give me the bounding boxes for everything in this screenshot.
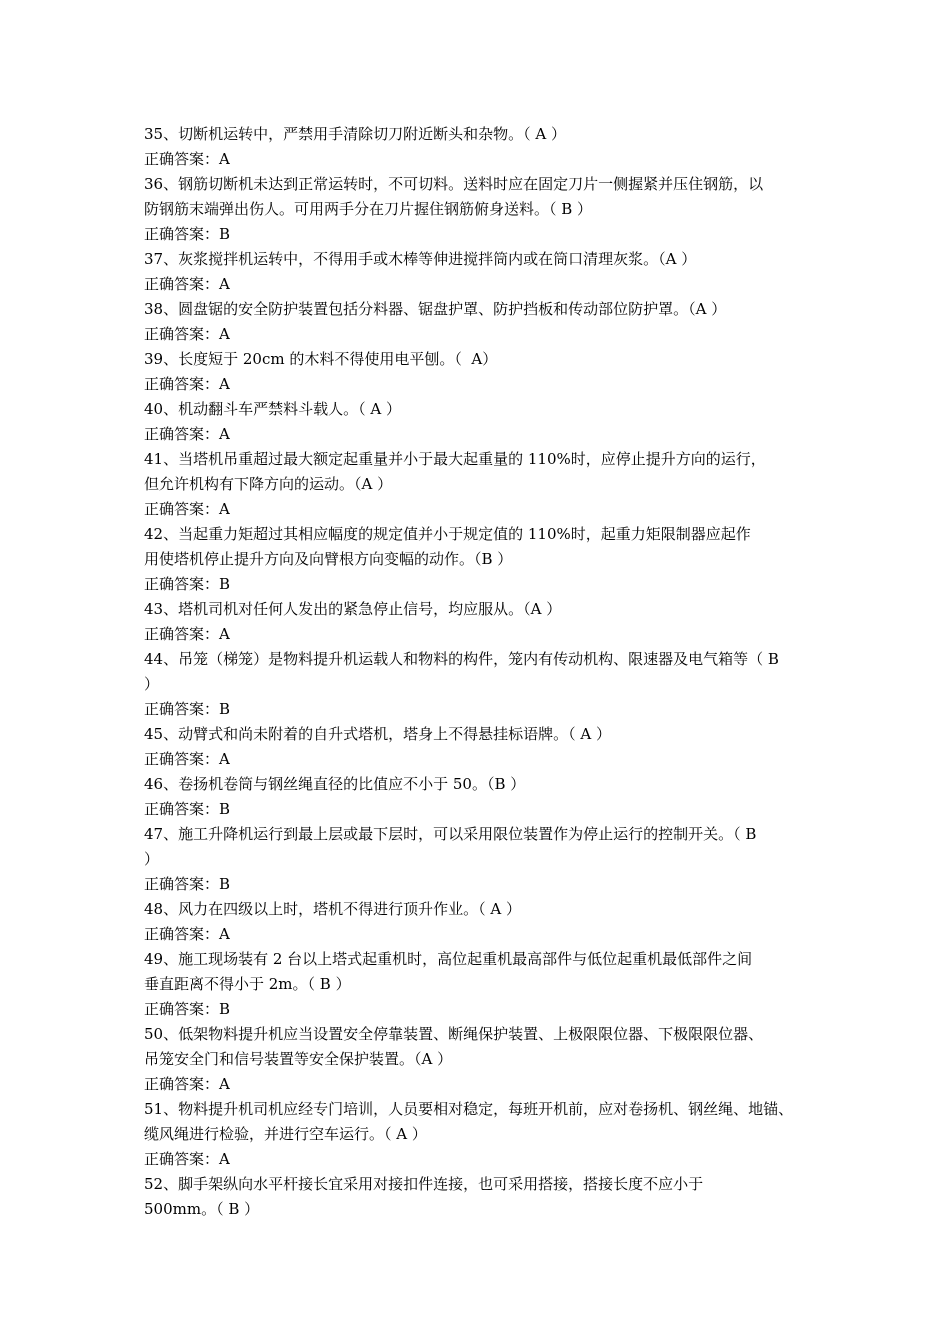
text-line: 用使塔机停止提升方向及向臂根方向变幅的动作。（B ） xyxy=(144,550,513,568)
text-line: 38、圆盘锯的安全防护装置包括分料器、锯盘护罩、防护挡板和传动部位防护罩。（A ） xyxy=(144,300,727,318)
answer-line: 正确答案：A xyxy=(144,625,230,643)
document-body xyxy=(144,122,816,1222)
text-line: 39、长度短于 20cm 的木料不得使用电平刨。（ A） xyxy=(144,350,498,368)
answer-line: 正确答案：A xyxy=(144,925,230,943)
text-line: 42、当起重力矩超过其相应幅度的规定值并小于规定值的 110%时，起重力矩限制器应起作 xyxy=(144,525,751,543)
text-line: 44、吊笼（梯笼）是物料提升机运载人和物料的构件，笼内有传动机构、限速器及电气箱等（ B xyxy=(144,650,779,668)
text-line: 500mm。（ B ） xyxy=(144,1200,260,1218)
answer-line: 正确答案：B xyxy=(144,700,231,718)
answer-line: 正确答案：B xyxy=(144,800,231,818)
answer-line: 正确答案：B xyxy=(144,875,231,893)
answer-line: 正确答案：A xyxy=(144,375,230,393)
answer-line: 正确答案：A xyxy=(144,325,230,343)
text-line: 37、灰浆搅拌机运转中，不得用手或木棒等伸进搅拌筒内或在筒口清理灰浆。（A ） xyxy=(144,250,697,268)
text-line: 50、低架物料提升机应当设置安全停靠装置、断绳保护装置、上极限限位器、下极限限位器、 xyxy=(144,1025,764,1043)
text-line: 46、卷扬机卷筒与钢丝绳直径的比值应不小于 50。（B ） xyxy=(144,775,526,793)
text-line: 35、切断机运转中，严禁用手清除切刀附近断头和杂物。（ A ） xyxy=(144,125,566,143)
answer-line: 正确答案：A xyxy=(144,500,230,518)
text-line: 缆风绳进行检验，并进行空车运行。（ A ） xyxy=(144,1125,427,1143)
answer-line: 正确答案：A xyxy=(144,750,230,768)
text-line: 36、钢筋切断机未达到正常运转时，不可切料。送料时应在固定刀片一侧握紧并压住钢筋，以 xyxy=(144,175,764,193)
text-line: 垂直距离不得小于 2m。（ B ） xyxy=(144,975,351,993)
answer-line: 正确答案：A xyxy=(144,150,230,168)
text-line: ） xyxy=(144,675,160,693)
text-line: 45、动臂式和尚未附着的自升式塔机，塔身上不得悬挂标语牌。（ A ） xyxy=(144,725,611,743)
text-line: ） xyxy=(144,850,160,868)
text-line: 47、施工升降机运行到最上层或最下层时，可以采用限位装置作为停止运行的控制开关。（ B xyxy=(144,825,757,843)
text-line: 51、物料提升机司机应经专门培训，人员要相对稳定，每班开机前，应对卷扬机、钢丝绳、地锚、 xyxy=(144,1100,794,1118)
text-line: 防钢筋末端弹出伤人。可用两手分在刀片握住钢筋俯身送料。（ B ） xyxy=(144,200,593,218)
text-line: 40、机动翻斗车严禁料斗载人。（ A ） xyxy=(144,400,401,418)
answer-line: 正确答案：A xyxy=(144,1150,230,1168)
text-line: 43、塔机司机对任何人发出的紧急停止信号，均应服从。（A ） xyxy=(144,600,562,618)
text-line: 49、施工现场装有 2 台以上塔式起重机时，高位起重机最高部件与低位起重机最低部件之间 xyxy=(144,950,753,968)
answer-line: 正确答案：A xyxy=(144,275,230,293)
text-line: 41、当塔机吊重超过最大额定起重量并小于最大起重量的 110%时，应停止提升方向的运行， xyxy=(144,450,766,468)
answer-line: 正确答案：B xyxy=(144,1000,231,1018)
answer-line: 正确答案：A xyxy=(144,1075,230,1093)
text-line: 48、风力在四级以上时，塔机不得进行顶升作业。（ A ） xyxy=(144,900,521,918)
answer-line: 正确答案：A xyxy=(144,425,230,443)
text-line: 但允许机构有下降方向的运动。（A ） xyxy=(144,475,393,493)
text-line: 52、脚手架纵向水平杆接长宜采用对接扣件连接，也可采用搭接，搭接长度不应小于 xyxy=(144,1175,704,1193)
answer-line: 正确答案：B xyxy=(144,225,231,243)
answer-line: 正确答案：B xyxy=(144,575,231,593)
text-line: 吊笼安全门和信号装置等安全保护装置。（A ） xyxy=(144,1050,453,1068)
